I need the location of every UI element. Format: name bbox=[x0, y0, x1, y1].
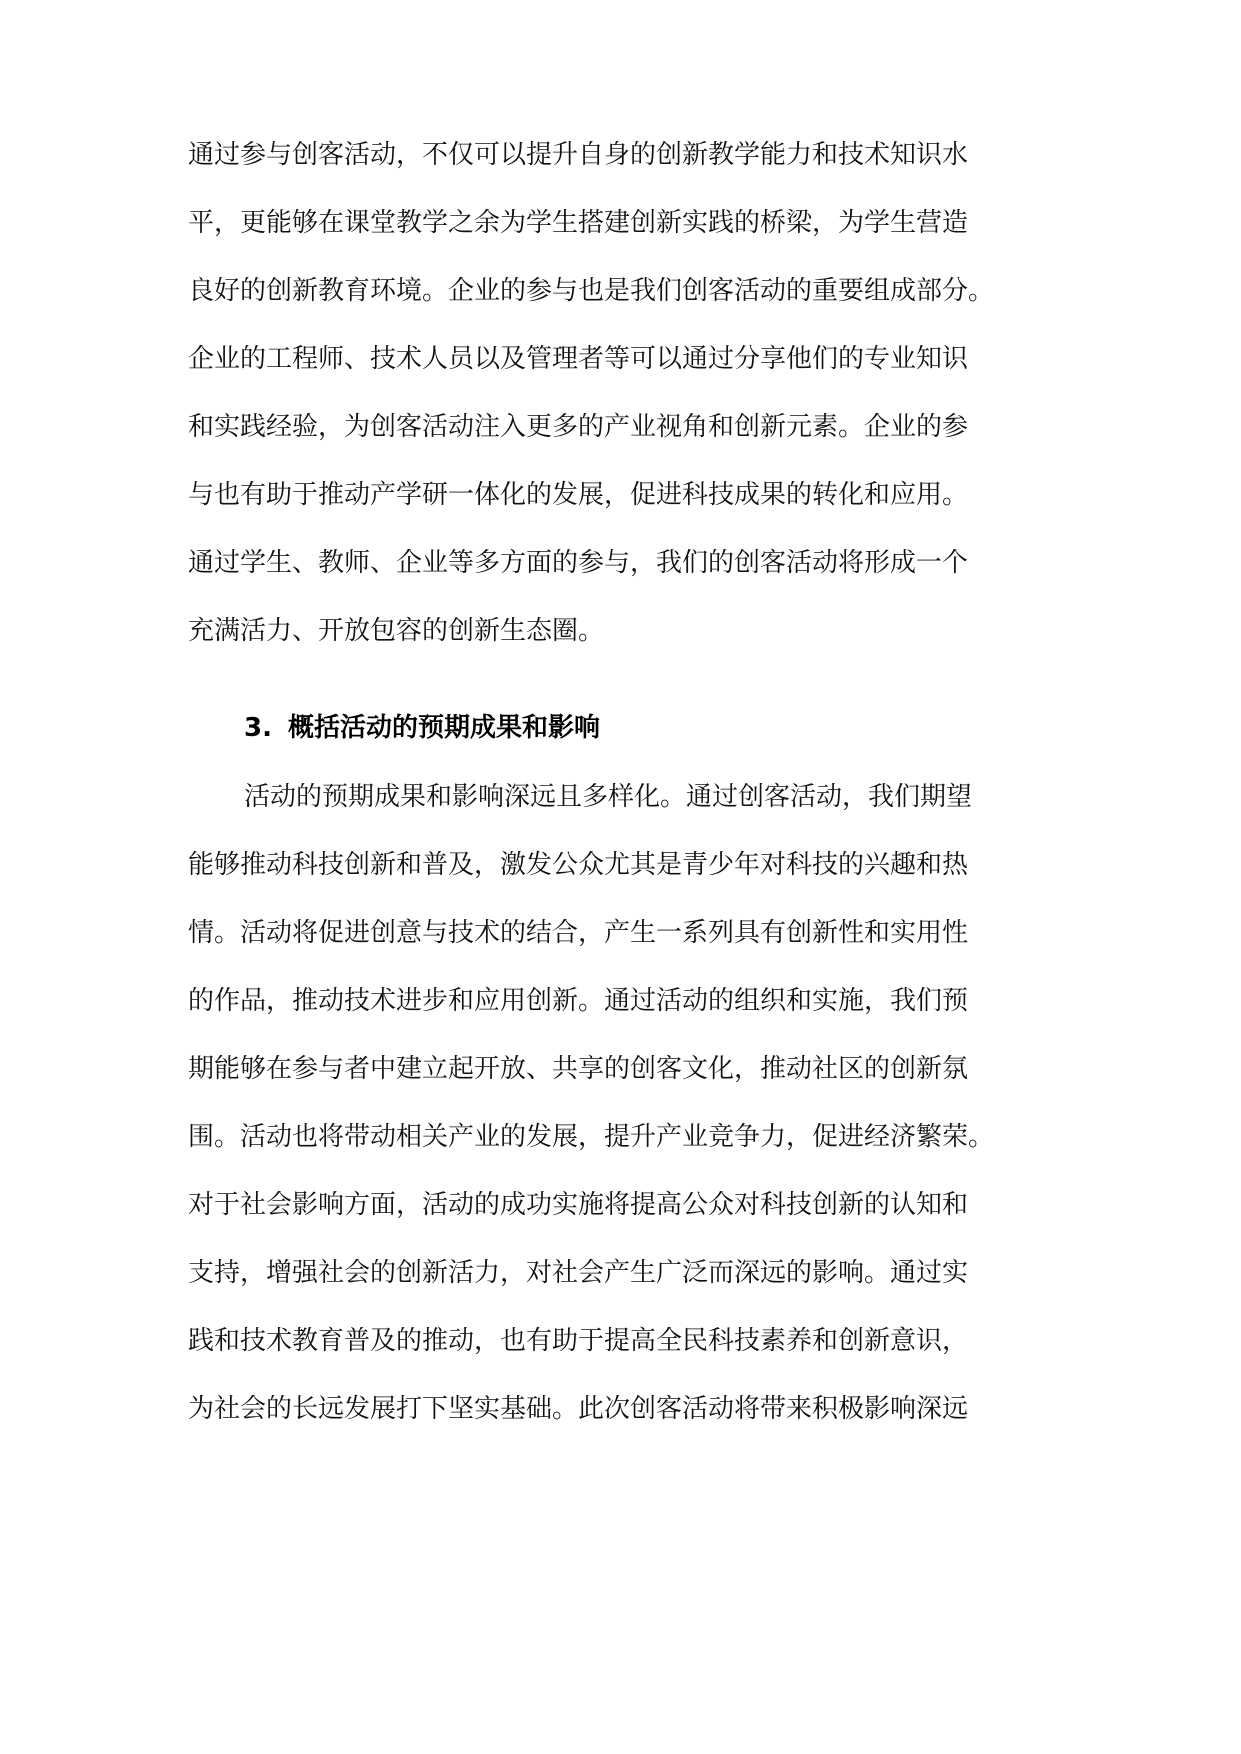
paragraph-1-line-7: 通过学生、教师、企业等多方面的参与，我们的创客活动将形成一个 bbox=[188, 548, 969, 578]
paragraph-2-line-7: 对于社会影响方面，活动的成功实施将提高公众对科技创新的认知和 bbox=[188, 1190, 969, 1220]
section-3-title: 概括活动的预期成果和影响 bbox=[288, 713, 601, 743]
paragraph-2-line-4: 的作品，推动技术进步和应用创新。通过活动的组织和实施，我们预 bbox=[188, 986, 969, 1016]
paragraph-2-line-10: 为社会的长远发展打下坚实基础。此次创客活动将带来积极影响深远 bbox=[188, 1394, 969, 1424]
section-3-heading bbox=[244, 711, 600, 745]
paragraph-2-line-8: 支持，增强社会的创新活力，对社会产生广泛而深远的影响。通过实 bbox=[188, 1258, 969, 1288]
paragraph-2-line-6: 围。活动也将带动相关产业的发展，提升产业竞争力，促进经济繁荣。 bbox=[188, 1122, 995, 1152]
paragraph-1-line-6: 与也有助于推动产学研一体化的发展，促进科技成果的转化和应用。 bbox=[188, 480, 969, 510]
paragraph-1-line-2: 平，更能够在课堂教学之余为学生搭建创新实践的桥梁，为学生营造 bbox=[188, 208, 969, 238]
paragraph-2-line-9: 践和技术教育普及的推动，也有助于提高全民科技素养和创新意识， bbox=[188, 1326, 969, 1356]
paragraph-2-line-2: 能够推动科技创新和普及，激发公众尤其是青少年对科技的兴趣和热 bbox=[188, 850, 969, 880]
paragraph-1-line-1: 通过参与创客活动，不仅可以提升自身的创新教学能力和技术知识水 bbox=[188, 140, 969, 170]
paragraph-2-line-1: 活动的预期成果和影响深远且多样化。通过创客活动，我们期望 bbox=[244, 782, 973, 812]
paragraph-2-line-3: 情。活动将促进创意与技术的结合，产生一系列具有创新性和实用性 bbox=[188, 918, 969, 948]
paragraph-1-line-3: 良好的创新教育环境。企业的参与也是我们创客活动的重要组成部分。 bbox=[188, 276, 995, 306]
paragraph-2-line-5: 期能够在参与者中建立起开放、共享的创客文化，推动社区的创新氛 bbox=[188, 1054, 969, 1084]
section-3-number: 3. bbox=[244, 713, 272, 743]
paragraph-1-line-5: 和实践经验，为创客活动注入更多的产业视角和创新元素。企业的参 bbox=[188, 412, 969, 442]
paragraph-1-line-4: 企业的工程师、技术人员以及管理者等可以通过分享他们的专业知识 bbox=[188, 344, 969, 374]
paragraph-1-line-8: 充满活力、开放包容的创新生态圈。 bbox=[188, 616, 605, 646]
